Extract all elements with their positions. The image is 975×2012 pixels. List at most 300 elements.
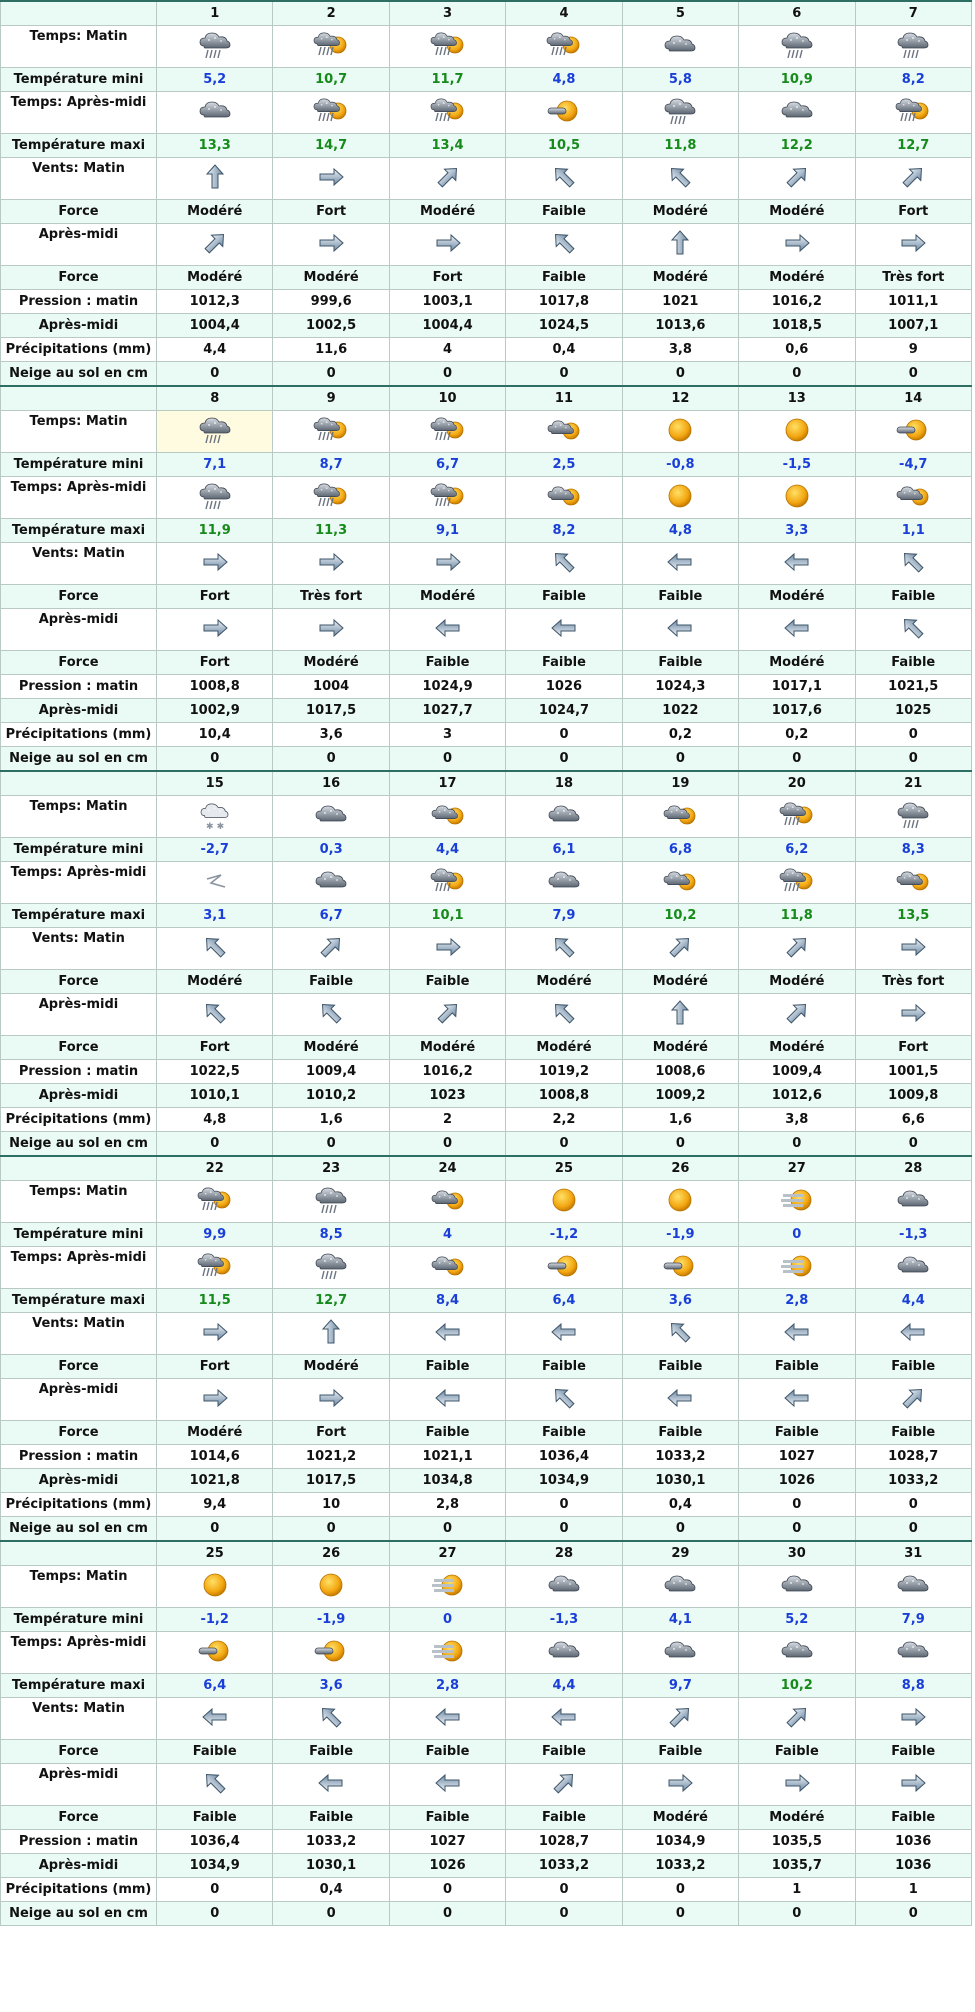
weather-afternoon-cell	[739, 92, 855, 134]
day-header-row	[1, 771, 972, 796]
wind-morning-cell	[157, 158, 273, 200]
force-afternoon-value: Fort	[157, 1036, 273, 1060]
weather-afternoon-cell	[273, 1247, 389, 1289]
wind-arrow-e-icon	[199, 548, 231, 580]
day-header-value: 24	[389, 1156, 505, 1181]
precipitation-value: 4	[389, 338, 505, 362]
weather-afternoon-row	[1, 862, 972, 904]
wind-morning-cell	[273, 1313, 389, 1355]
force-morning: Force	[1, 585, 157, 609]
snow-depth-row	[1, 1132, 972, 1157]
precipitation-value: 2,8	[389, 1493, 505, 1517]
weather-morning-cell	[739, 796, 855, 838]
rain-sun-icon	[313, 29, 349, 65]
rain-sun-icon	[430, 865, 466, 901]
wind-arrow-ne-icon	[199, 229, 231, 261]
weather-afternoon: Temps: Après-midi	[1, 477, 157, 519]
force-morning-value: Faible	[622, 1740, 738, 1764]
rain-sun-icon	[197, 1250, 233, 1286]
force-morning-value: Faible	[622, 585, 738, 609]
wind-afternoon-cell	[157, 1379, 273, 1421]
temp-min-value: 8,2	[855, 68, 971, 92]
weather-morning-cell	[506, 411, 622, 453]
snow-depth-row	[1, 362, 972, 387]
weather-afternoon-cell	[157, 862, 273, 904]
weather-morning: Temps: Matin	[1, 411, 157, 453]
pressure-morning-row	[1, 1445, 972, 1469]
wind-arrow-nw-icon	[548, 163, 580, 195]
sun-cloud-icon	[546, 95, 582, 131]
wind-morning-cell	[273, 158, 389, 200]
temp-max: Température maxi	[1, 904, 157, 928]
day-header-value: 1	[157, 1, 273, 26]
precipitation-value: 0,2	[622, 723, 738, 747]
pressure-morning-value: 1016,2	[389, 1060, 505, 1084]
wind-morning-cell	[855, 1698, 971, 1740]
snow-depth-value: 0	[157, 747, 273, 772]
precipitation-value: 0	[622, 1878, 738, 1902]
sun-cloud-icon	[662, 1250, 698, 1286]
corner-cell	[1, 1, 157, 26]
pressure-afternoon-value: 1034,9	[506, 1469, 622, 1493]
sun-icon	[662, 1184, 698, 1220]
temp-min-value: 5,2	[739, 1608, 855, 1632]
pressure-afternoon-value: 1004,4	[157, 314, 273, 338]
temp-max-value: 9,1	[389, 519, 505, 543]
precipitation-value: 9	[855, 338, 971, 362]
weather-afternoon-row	[1, 92, 972, 134]
temp-max-value: 10,2	[739, 1674, 855, 1698]
pressure-morning-value: 1024,9	[389, 675, 505, 699]
cloud-icon	[546, 1635, 582, 1671]
precipitation-value: 1,6	[273, 1108, 389, 1132]
day-header-value: 20	[739, 771, 855, 796]
force-afternoon-value: Fort	[157, 651, 273, 675]
temp-min: Température mini	[1, 838, 157, 862]
pressure-morning-value: 1036,4	[506, 1445, 622, 1469]
temp-min-value: -1,9	[273, 1608, 389, 1632]
wind-afternoon-cell	[273, 224, 389, 266]
sun-icon	[662, 414, 698, 450]
wind-arrow-e-icon	[315, 614, 347, 646]
snow-depth-value: 0	[389, 1902, 505, 1926]
wind-afternoon-cell	[739, 1764, 855, 1806]
snow-depth-row	[1, 1902, 972, 1926]
temp-max-value: 12,7	[273, 1289, 389, 1313]
weather-morning-cell	[273, 796, 389, 838]
force-morning-value: Modéré	[739, 585, 855, 609]
weather-afternoon-cell	[157, 477, 273, 519]
weather-afternoon-cell	[389, 477, 505, 519]
precipitation-value: 0,4	[622, 1493, 738, 1517]
pressure-afternoon-value: 1024,7	[506, 699, 622, 723]
cloud-sun-icon	[430, 799, 466, 835]
temp-max-value: 2,8	[389, 1674, 505, 1698]
wind-morning-cell	[157, 1698, 273, 1740]
temp-max-value: 10,1	[389, 904, 505, 928]
snow-depth-row	[1, 747, 972, 772]
weather-morning-cell	[622, 1566, 738, 1608]
pressure-afternoon: Après-midi	[1, 699, 157, 723]
temp-min-value: 6,1	[506, 838, 622, 862]
wind-afternoon-row	[1, 224, 972, 266]
force-morning-value: Modéré	[739, 200, 855, 224]
snow-depth-value: 0	[506, 1902, 622, 1926]
snow-depth: Neige au sol en cm	[1, 747, 157, 772]
snow-depth-value: 0	[389, 747, 505, 772]
temp-max-value: 2,8	[739, 1289, 855, 1313]
rain-sun-icon	[313, 480, 349, 516]
force-morning-row	[1, 585, 972, 609]
pressure-afternoon-row	[1, 1469, 972, 1493]
wind-arrow-nw-icon	[548, 999, 580, 1031]
temp-max-value: 10,2	[622, 904, 738, 928]
force-afternoon-value: Très fort	[855, 266, 971, 290]
wind-arrow-w-icon	[432, 614, 464, 646]
cloud-sun-icon	[546, 480, 582, 516]
snow-depth-value: 0	[855, 1132, 971, 1157]
force-afternoon-value: Modéré	[273, 1036, 389, 1060]
wind-arrow-e-icon	[432, 933, 464, 965]
force-morning-row	[1, 970, 972, 994]
temp-min: Température mini	[1, 1223, 157, 1247]
weather-afternoon-cell	[622, 1247, 738, 1289]
sun-icon	[197, 1569, 233, 1605]
weather-afternoon-cell	[622, 862, 738, 904]
wind-morning-row	[1, 543, 972, 585]
wind-arrow-nw-icon	[199, 933, 231, 965]
weather-afternoon-cell	[855, 92, 971, 134]
weather-afternoon-row	[1, 1247, 972, 1289]
wind-arrow-w-icon	[315, 1769, 347, 1801]
day-header-value: 9	[273, 386, 389, 411]
day-header-value: 28	[855, 1156, 971, 1181]
force-afternoon-value: Modéré	[739, 266, 855, 290]
temp-max-value: 7,9	[506, 904, 622, 928]
pressure-afternoon-value: 1013,6	[622, 314, 738, 338]
temp-max-value: 8,8	[855, 1674, 971, 1698]
rain-sun-icon	[546, 29, 582, 65]
wind-afternoon: Après-midi	[1, 224, 157, 266]
wind-morning: Vents: Matin	[1, 158, 157, 200]
precipitation-value: 10	[273, 1493, 389, 1517]
pressure-afternoon-value: 1009,2	[622, 1084, 738, 1108]
force-afternoon-value: Faible	[739, 1421, 855, 1445]
force-afternoon: Force	[1, 651, 157, 675]
svg-text:✱ ✱: ✱ ✱	[205, 821, 224, 831]
weather-morning-cell	[273, 411, 389, 453]
weather-morning-cell	[157, 1181, 273, 1223]
weather-afternoon-cell	[273, 862, 389, 904]
wind-morning-cell	[622, 1698, 738, 1740]
temp-max-row	[1, 1674, 972, 1698]
wind-arrow-ne-icon	[432, 999, 464, 1031]
snow-depth: Neige au sol en cm	[1, 362, 157, 387]
temp-min-value: 4,4	[389, 838, 505, 862]
pressure-morning-value: 1021	[622, 290, 738, 314]
temp-max-row	[1, 134, 972, 158]
cloud-sun-icon	[430, 1184, 466, 1220]
precipitation-value: 3	[389, 723, 505, 747]
rain-cloud-icon	[197, 414, 233, 450]
force-morning-value: Faible	[855, 585, 971, 609]
weather-afternoon-cell	[506, 1247, 622, 1289]
weather-morning-row	[1, 1181, 972, 1223]
weather-morning-cell	[739, 26, 855, 68]
force-afternoon-value: Faible	[855, 1421, 971, 1445]
temp-min-value: 6,7	[389, 453, 505, 477]
day-header-row	[1, 1156, 972, 1181]
snow-depth-value: 0	[739, 1902, 855, 1926]
wind-afternoon-cell	[739, 1379, 855, 1421]
pressure-morning-value: 1021,5	[855, 675, 971, 699]
weather-afternoon-cell	[622, 92, 738, 134]
wind-morning-cell	[389, 1698, 505, 1740]
pressure-morning-value: 1022,5	[157, 1060, 273, 1084]
force-afternoon-value: Modéré	[506, 1036, 622, 1060]
wind-arrow-e-icon	[897, 933, 929, 965]
force-morning-value: Fort	[157, 1355, 273, 1379]
day-header-value: 8	[157, 386, 273, 411]
corner-cell	[1, 386, 157, 411]
wind-afternoon-cell	[506, 1379, 622, 1421]
pressure-afternoon-value: 1009,8	[855, 1084, 971, 1108]
wind-arrow-w-icon	[432, 1769, 464, 1801]
wind-arrow-ne-icon	[548, 1769, 580, 1801]
temp-min-value: -1,9	[622, 1223, 738, 1247]
force-afternoon-value: Faible	[855, 651, 971, 675]
precipitation-value: 0,6	[739, 338, 855, 362]
weather-afternoon: Temps: Après-midi	[1, 862, 157, 904]
rain-sun-icon	[430, 95, 466, 131]
day-header-value: 10	[389, 386, 505, 411]
wind-arrow-e-icon	[897, 229, 929, 261]
wind-arrow-n-icon	[664, 229, 696, 261]
pressure-afternoon-value: 1023	[389, 1084, 505, 1108]
snow-depth-value: 0	[273, 747, 389, 772]
temp-max-value: 13,4	[389, 134, 505, 158]
day-header-value: 26	[622, 1156, 738, 1181]
temp-max-value: 14,7	[273, 134, 389, 158]
snow-depth-value: 0	[622, 362, 738, 387]
wind-morning: Vents: Matin	[1, 1698, 157, 1740]
pressure-morning-value: 1008,8	[157, 675, 273, 699]
wind-arrow-e-icon	[432, 229, 464, 261]
temp-min-value: -1,5	[739, 453, 855, 477]
wind-afternoon-cell	[855, 1379, 971, 1421]
weather-morning-row	[1, 1566, 972, 1608]
pressure-afternoon-value: 1007,1	[855, 314, 971, 338]
force-afternoon-value: Fort	[273, 1421, 389, 1445]
wind-afternoon-cell	[622, 609, 738, 651]
pressure-morning-value: 1016,2	[739, 290, 855, 314]
temp-max: Température maxi	[1, 1674, 157, 1698]
wind-afternoon-cell	[157, 1764, 273, 1806]
wind-arrow-e-icon	[315, 548, 347, 580]
pressure-afternoon-value: 1021,8	[157, 1469, 273, 1493]
snow-depth-value: 0	[622, 1902, 738, 1926]
snow-depth-value: 0	[273, 362, 389, 387]
wind-arrow-e-icon	[199, 614, 231, 646]
wind-arrow-ne-icon	[897, 1384, 929, 1416]
wind-afternoon-cell	[622, 994, 738, 1036]
day-header-value: 2	[273, 1, 389, 26]
wind-arrow-w-icon	[548, 1318, 580, 1350]
weather-morning-cell	[855, 796, 971, 838]
wind-arrow-nw-icon	[548, 229, 580, 261]
pressure-afternoon-value: 1017,5	[273, 699, 389, 723]
temp-min-value: 0	[389, 1608, 505, 1632]
pressure-morning-value: 1014,6	[157, 1445, 273, 1469]
force-morning-value: Modéré	[622, 970, 738, 994]
precipitation-value: 0	[855, 723, 971, 747]
force-morning-value: Faible	[389, 1740, 505, 1764]
weather-morning-cell	[157, 26, 273, 68]
force-morning-value: Faible	[157, 1740, 273, 1764]
force-afternoon-value: Faible	[506, 266, 622, 290]
force-afternoon-row	[1, 266, 972, 290]
force-morning: Force	[1, 200, 157, 224]
precipitation-value: 2	[389, 1108, 505, 1132]
wind-afternoon-cell	[157, 609, 273, 651]
temp-min-value: 8,7	[273, 453, 389, 477]
wind-arrow-nw-icon	[548, 1384, 580, 1416]
pressure-morning-row	[1, 675, 972, 699]
pressure-afternoon-value: 1034,9	[157, 1854, 273, 1878]
wind-arrow-nw-icon	[199, 999, 231, 1031]
temp-max: Température maxi	[1, 519, 157, 543]
force-afternoon: Force	[1, 1421, 157, 1445]
wind-arrow-ne-icon	[432, 163, 464, 195]
precipitation-row	[1, 1108, 972, 1132]
weather-afternoon-cell	[389, 1632, 505, 1674]
precipitation-value: 0	[506, 1493, 622, 1517]
pressure-afternoon-row	[1, 1854, 972, 1878]
weather-morning-cell	[739, 1181, 855, 1223]
sun-icon	[546, 1184, 582, 1220]
force-afternoon-value: Modéré	[273, 266, 389, 290]
force-afternoon-row	[1, 1421, 972, 1445]
wind-afternoon-cell	[273, 1379, 389, 1421]
weather-morning-cell	[389, 26, 505, 68]
weather-morning-cell	[622, 796, 738, 838]
cloud-icon	[546, 799, 582, 835]
cloud-icon	[895, 1250, 931, 1286]
day-header-value: 12	[622, 386, 738, 411]
force-morning-value: Modéré	[157, 200, 273, 224]
weather-afternoon-cell	[157, 1632, 273, 1674]
pressure-morning-value: 1021,2	[273, 1445, 389, 1469]
day-header-value: 27	[739, 1156, 855, 1181]
force-morning-value: Faible	[273, 1740, 389, 1764]
weather-afternoon-cell	[506, 92, 622, 134]
temp-max-value: 6,4	[157, 1674, 273, 1698]
temp-max-value: 11,5	[157, 1289, 273, 1313]
wind-arrow-w-icon	[664, 548, 696, 580]
temp-min: Température mini	[1, 453, 157, 477]
wind-arrow-n-icon	[199, 163, 231, 195]
wind-arrow-n-icon	[664, 999, 696, 1031]
force-afternoon-row	[1, 1806, 972, 1830]
pressure-morning-value: 1017,8	[506, 290, 622, 314]
wind-arrow-e-icon	[315, 229, 347, 261]
wind-arrow-ne-icon	[315, 933, 347, 965]
force-morning-row	[1, 200, 972, 224]
day-header-value: 11	[506, 386, 622, 411]
pressure-afternoon-value: 1017,5	[273, 1469, 389, 1493]
snow-depth-value: 0	[739, 747, 855, 772]
wind-arrow-w-icon	[548, 614, 580, 646]
weather-afternoon: Temps: Après-midi	[1, 92, 157, 134]
day-header-value: 21	[855, 771, 971, 796]
temp-min-value: 2,5	[506, 453, 622, 477]
weather-afternoon-cell	[389, 862, 505, 904]
rain-cloud-icon	[313, 1250, 349, 1286]
snow-depth-value: 0	[622, 1517, 738, 1542]
precipitation-value: 0,4	[273, 1878, 389, 1902]
pressure-morning-value: 1011,1	[855, 290, 971, 314]
wind-morning: Vents: Matin	[1, 1313, 157, 1355]
wind-arrow-ne-icon	[897, 163, 929, 195]
wind-afternoon-cell	[273, 994, 389, 1036]
cloud-icon	[546, 1569, 582, 1605]
wind-afternoon-cell	[389, 224, 505, 266]
wind-arrow-ne-icon	[664, 933, 696, 965]
force-afternoon-value: Faible	[506, 1806, 622, 1830]
weather-afternoon-cell	[506, 862, 622, 904]
wind-arrow-e-icon	[199, 1318, 231, 1350]
pressure-morning-row	[1, 290, 972, 314]
temp-min-row	[1, 1608, 972, 1632]
pressure-morning-value: 1008,6	[622, 1060, 738, 1084]
weather-afternoon: Temps: Après-midi	[1, 1632, 157, 1674]
force-afternoon-value: Modéré	[389, 1036, 505, 1060]
fog-sun-icon	[430, 1569, 466, 1605]
wind-arrow-w-icon	[432, 1703, 464, 1735]
temp-min-row	[1, 838, 972, 862]
wind-morning-row	[1, 1313, 972, 1355]
temp-max-value: 13,5	[855, 904, 971, 928]
force-afternoon-value: Fort	[855, 1036, 971, 1060]
wind-morning-cell	[855, 158, 971, 200]
precipitation-row	[1, 723, 972, 747]
wind-arrow-e-icon	[315, 163, 347, 195]
temp-min-value: 4,8	[506, 68, 622, 92]
sun-icon	[779, 480, 815, 516]
pressure-morning: Pression : matin	[1, 1445, 157, 1469]
day-header-value: 29	[622, 1541, 738, 1566]
cloud-icon	[313, 865, 349, 901]
rain-sun-icon	[197, 1184, 233, 1220]
force-afternoon-value: Faible	[855, 1806, 971, 1830]
weather-morning-cell	[855, 26, 971, 68]
pressure-afternoon: Après-midi	[1, 1854, 157, 1878]
pressure-morning-value: 1009,4	[739, 1060, 855, 1084]
precipitation-row	[1, 338, 972, 362]
snow-depth-value: 0	[855, 1902, 971, 1926]
day-header-row	[1, 1541, 972, 1566]
force-afternoon-value: Modéré	[622, 1036, 738, 1060]
weather-afternoon-cell	[855, 862, 971, 904]
precipitation: Précipitations (mm)	[1, 338, 157, 362]
pressure-morning-value: 1017,1	[739, 675, 855, 699]
force-morning-value: Modéré	[157, 970, 273, 994]
weather-afternoon-cell	[506, 477, 622, 519]
day-header-value: 13	[739, 386, 855, 411]
wind-arrow-nw-icon	[897, 548, 929, 580]
weather-morning-cell	[506, 1566, 622, 1608]
wind-morning-cell	[157, 928, 273, 970]
